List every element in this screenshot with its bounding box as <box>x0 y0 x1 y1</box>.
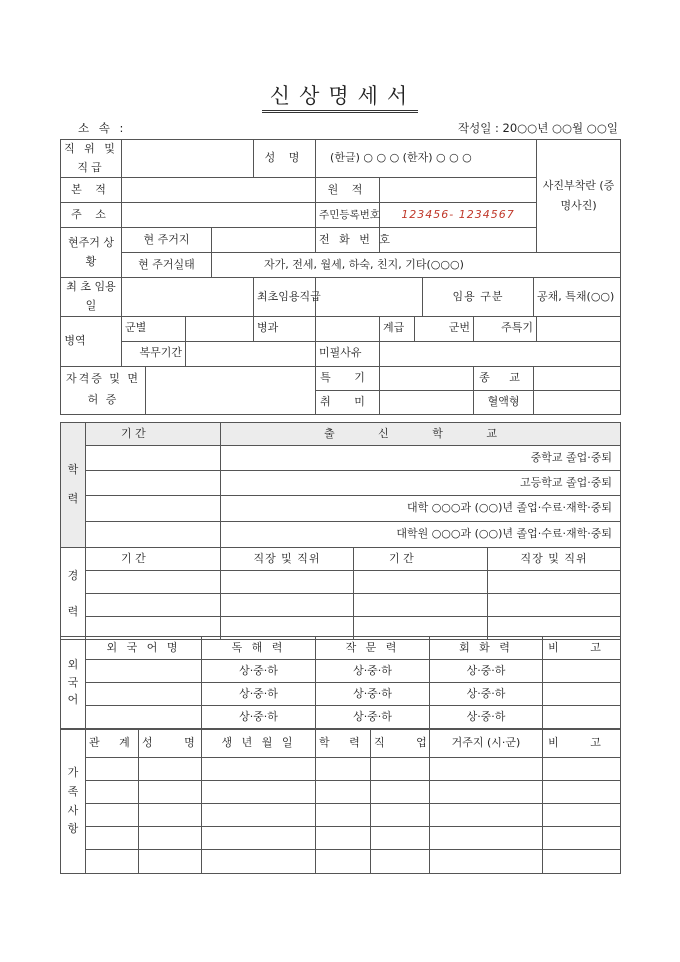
origin-label: 원 적 <box>316 178 380 203</box>
family-cell[interactable] <box>139 827 202 850</box>
language-reading-header: 독 해 력 <box>202 637 316 660</box>
military-rank-label: 계급 <box>380 316 415 341</box>
family-table <box>60 729 621 874</box>
phone-label: 전 화 번 호 <box>316 228 380 253</box>
language-speaking-3[interactable]: 상·중·하 <box>430 706 543 729</box>
career-cell[interactable] <box>86 594 221 617</box>
family-cell[interactable] <box>543 850 621 874</box>
language-note-2[interactable] <box>543 683 621 706</box>
language-speaking-header: 회 화 력 <box>430 637 543 660</box>
education-school-4[interactable]: 대학원 ○○○과 (○○)년 졸업·수료·재학·중퇴 <box>221 522 621 548</box>
license-value[interactable] <box>146 366 316 414</box>
language-note-header: 비 고 <box>543 637 621 660</box>
current-residence-value[interactable] <box>212 228 316 253</box>
family-cell[interactable] <box>86 827 139 850</box>
family-cell[interactable] <box>202 781 316 804</box>
blood-type-value[interactable] <box>534 390 621 414</box>
education-period-3[interactable] <box>86 496 221 522</box>
language-name-1[interactable] <box>86 660 202 683</box>
career-cell[interactable] <box>488 594 621 617</box>
first-hire-date-label: 최 초 임용일 <box>61 278 122 316</box>
family-cell[interactable] <box>316 758 371 781</box>
family-cell[interactable] <box>371 827 430 850</box>
hobby-label: 취 미 <box>316 390 380 414</box>
family-note-header: 비 고 <box>543 730 621 758</box>
family-job-header: 직 업 <box>371 730 430 758</box>
exemption-label: 미필사유 <box>316 341 380 366</box>
rrn-value[interactable]: 123456- 1234567 <box>380 203 537 228</box>
military-branch-value[interactable] <box>186 316 254 341</box>
military-specialty-value[interactable] <box>316 316 380 341</box>
language-label: 외 국 어 <box>61 637 86 729</box>
service-period-label: 복무기간 <box>122 341 186 366</box>
education-school-header: 출 신 학 교 <box>221 423 621 446</box>
language-speaking-1[interactable]: 상·중·하 <box>430 660 543 683</box>
residence-label: 현주거 상 황 <box>61 228 122 278</box>
domicile-value[interactable] <box>122 178 316 203</box>
family-cell[interactable] <box>202 758 316 781</box>
religion-label: 종 교 <box>474 366 534 390</box>
family-cell[interactable] <box>139 850 202 874</box>
career-cell[interactable] <box>221 594 354 617</box>
education-school-3[interactable]: 대학 ○○○과 (○○)년 졸업·수료·재학·중퇴 <box>221 496 621 522</box>
military-specialty-label: 병과 <box>254 316 316 341</box>
hobby-value[interactable] <box>380 390 474 414</box>
creation-date: 작성일 : 20○○년 ○○월 ○○일 <box>458 121 618 135</box>
military-service-no-label: 군번 <box>415 316 474 341</box>
photo-area[interactable]: 사진부착란 (증명사진) <box>537 140 621 253</box>
career-period-header-2: 기 간 <box>354 548 488 571</box>
education-school-1[interactable]: 중학교 졸업·중퇴 <box>221 446 621 471</box>
language-writing-3[interactable]: 상·중·하 <box>316 706 430 729</box>
career-workplace-header-2: 직장 및 직위 <box>488 548 621 571</box>
family-cell[interactable] <box>371 804 430 827</box>
career-cell[interactable] <box>488 571 621 594</box>
career-workplace-header: 직장 및 직위 <box>221 548 354 571</box>
education-label: 학 력 <box>61 423 86 548</box>
family-cell[interactable] <box>139 758 202 781</box>
career-cell[interactable] <box>221 571 354 594</box>
first-hire-position-label: 최초임용직급 <box>254 278 316 316</box>
family-name-header: 성 명 <box>139 730 202 758</box>
hire-type-value[interactable]: 공채, 특채(○○) <box>534 278 621 316</box>
first-hire-date-value[interactable] <box>122 278 254 316</box>
career-cell[interactable] <box>354 594 488 617</box>
education-period-4[interactable] <box>86 522 221 548</box>
family-cell[interactable] <box>86 850 139 874</box>
family-cell[interactable] <box>371 758 430 781</box>
language-name-2[interactable] <box>86 683 202 706</box>
family-cell[interactable] <box>86 804 139 827</box>
blood-type-label: 혈액형 <box>474 390 534 414</box>
career-label: 경 력 <box>61 548 86 640</box>
family-cell[interactable] <box>430 827 543 850</box>
family-cell[interactable] <box>430 781 543 804</box>
family-label: 가 족 사 항 <box>61 730 86 874</box>
military-special-skill-value[interactable] <box>537 316 621 341</box>
language-table <box>60 636 621 729</box>
family-cell[interactable] <box>316 827 371 850</box>
rrn-label: 주민등록번호 <box>316 203 380 228</box>
name-label: 성 명 <box>254 140 316 178</box>
skill-value[interactable] <box>380 366 474 390</box>
skill-label: 특 기 <box>316 366 380 390</box>
religion-value[interactable] <box>534 366 621 390</box>
language-note-1[interactable] <box>543 660 621 683</box>
family-cell[interactable] <box>316 804 371 827</box>
military-branch-label: 군별 <box>122 316 186 341</box>
family-cell[interactable] <box>86 758 139 781</box>
family-cell[interactable] <box>316 781 371 804</box>
license-label: 자격증 및 면 허 증 <box>61 366 146 414</box>
family-cell[interactable] <box>202 827 316 850</box>
language-reading-1[interactable]: 상·중·하 <box>202 660 316 683</box>
affiliation-label: 소 속 : <box>78 121 127 135</box>
family-birth-header: 생 년 월 일 <box>202 730 316 758</box>
education-school-2[interactable]: 고등학교 졸업·중퇴 <box>221 471 621 496</box>
family-cell[interactable] <box>430 850 543 874</box>
education-period-1[interactable] <box>86 446 221 471</box>
service-period-value[interactable] <box>186 341 316 366</box>
language-writing-1[interactable]: 상·중·하 <box>316 660 430 683</box>
family-cell[interactable] <box>430 758 543 781</box>
language-reading-2[interactable]: 상·중·하 <box>202 683 316 706</box>
phone-value[interactable] <box>380 228 537 253</box>
family-cell[interactable] <box>543 781 621 804</box>
military-special-skill-label: 주특기 <box>474 316 537 341</box>
language-note-3[interactable] <box>543 706 621 729</box>
document-title: 신상명세서 <box>0 80 680 110</box>
family-cell[interactable] <box>371 781 430 804</box>
education-period-2[interactable] <box>86 471 221 496</box>
military-label: 병역 <box>61 316 122 366</box>
career-cell[interactable] <box>86 571 221 594</box>
family-cell[interactable] <box>139 781 202 804</box>
family-cell[interactable] <box>316 850 371 874</box>
language-name-header: 외 국 어 명 <box>86 637 202 660</box>
family-relation-header: 관 계 <box>86 730 139 758</box>
family-cell[interactable] <box>139 804 202 827</box>
language-writing-header: 작 문 력 <box>316 637 430 660</box>
current-residence-label: 현 주거지 <box>122 228 212 253</box>
family-cell[interactable] <box>202 850 316 874</box>
address-value[interactable] <box>122 203 316 228</box>
family-cell[interactable] <box>543 804 621 827</box>
education-career-table <box>60 422 621 640</box>
residence-status-value[interactable]: 자가, 전세, 월세, 하숙, 친지, 기타(○○○) <box>212 253 621 278</box>
family-cell[interactable] <box>543 827 621 850</box>
language-name-3[interactable] <box>86 706 202 729</box>
position-value[interactable] <box>122 140 254 178</box>
family-cell[interactable] <box>86 781 139 804</box>
education-period-header: 기 간 <box>86 423 221 446</box>
address-label: 주 소 <box>61 203 122 228</box>
language-reading-3[interactable]: 상·중·하 <box>202 706 316 729</box>
family-residence-header: 거주지 (시·군) <box>430 730 543 758</box>
family-cell[interactable] <box>371 850 430 874</box>
exemption-value[interactable] <box>380 341 621 366</box>
family-cell[interactable] <box>543 758 621 781</box>
career-cell[interactable] <box>354 571 488 594</box>
family-education-header: 학 력 <box>316 730 371 758</box>
first-hire-position-value[interactable] <box>316 278 423 316</box>
family-cell[interactable] <box>202 804 316 827</box>
name-value[interactable]: (한글) ○ ○ ○ (한자) ○ ○ ○ <box>316 140 537 178</box>
residence-status-label: 현 주거실태 <box>122 253 212 278</box>
family-cell[interactable] <box>430 804 543 827</box>
career-period-header: 기 간 <box>86 548 221 571</box>
hire-type-label: 임용 구분 <box>423 278 534 316</box>
language-speaking-2[interactable]: 상·중·하 <box>430 683 543 706</box>
basic-info-table <box>60 139 621 415</box>
origin-value[interactable] <box>380 178 537 203</box>
position-label: 직 위 및 직급 <box>61 140 122 178</box>
language-writing-2[interactable]: 상·중·하 <box>316 683 430 706</box>
domicile-label: 본 적 <box>61 178 122 203</box>
